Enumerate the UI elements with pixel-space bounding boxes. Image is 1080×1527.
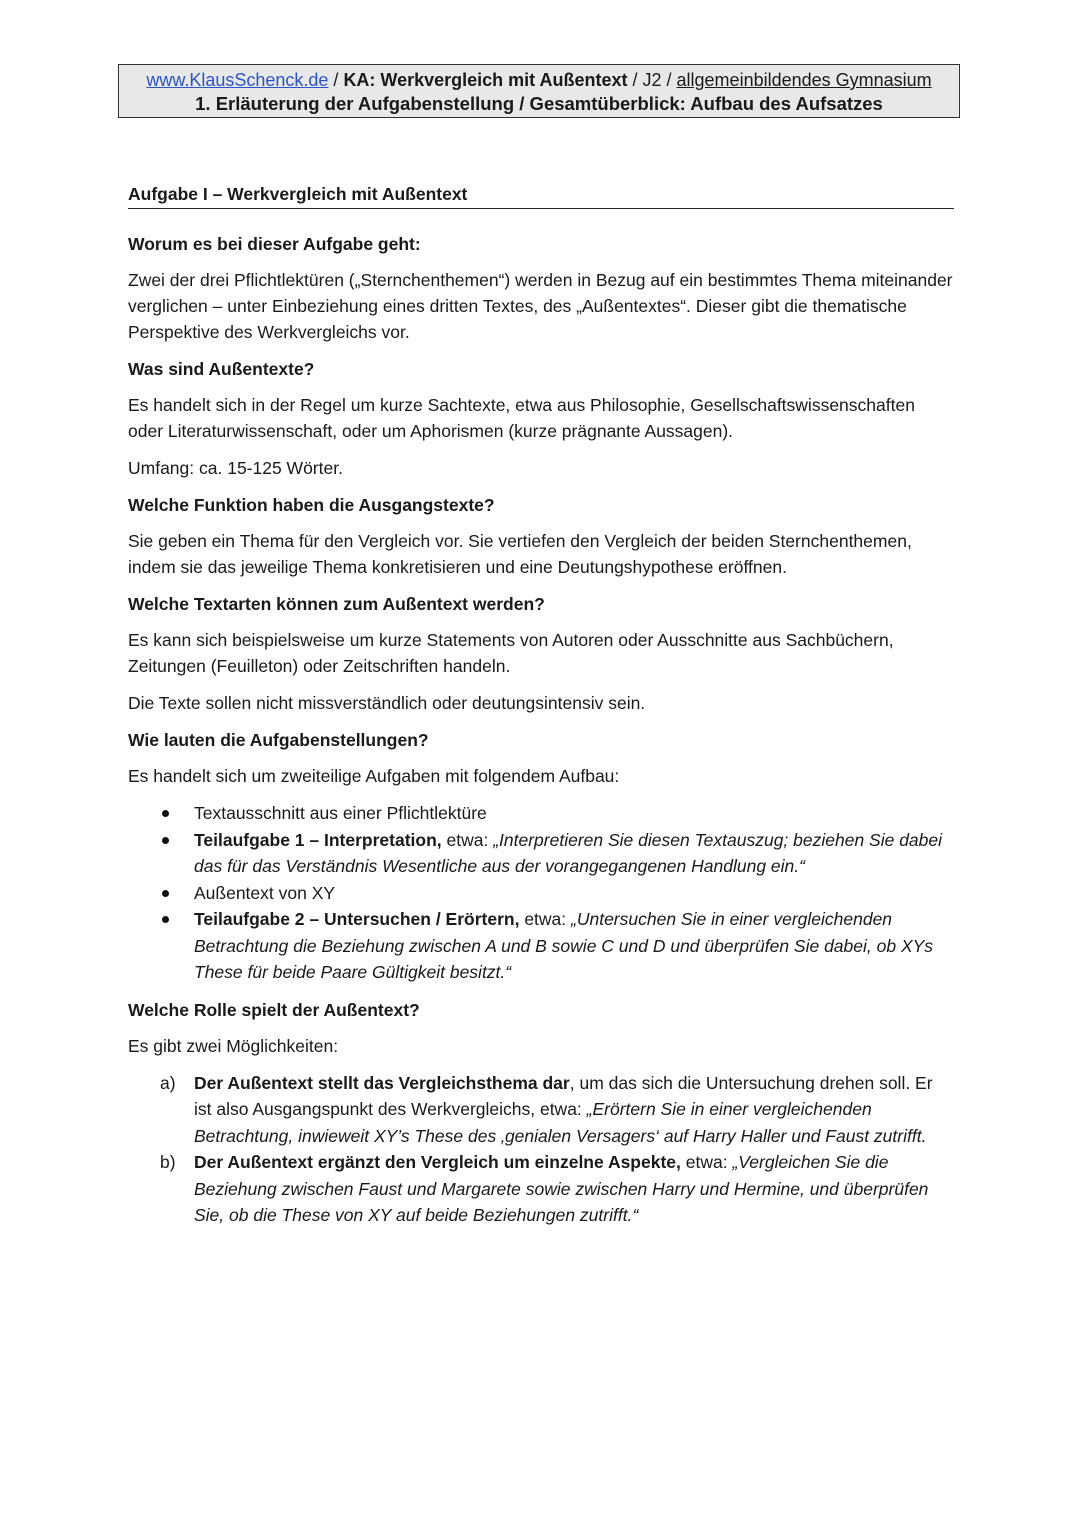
section-paragraph: Zwei der drei Pflichtlektüren („Sternchenthemen“) werden in Bezug auf ein bestimmtes Thema miteinander verglichen – unter Einbeziehung eines dritten Textes, des „Außentextes“. Dieser gibt die thematische Perspektive des Werkvergleichs vor. (128, 270, 953, 342)
exam-type-label: KA: Werkvergleich mit Außentext (343, 70, 628, 90)
header-line (119, 68, 959, 92)
bullet-icon (162, 916, 169, 923)
list-item-example: „Vergleichen Sie die Beziehung zwischen Faust und Margarete sowie zwischen Harry und Hermine, und überprüfen Sie, ob die These von XY auf beide Beziehungen zutrifft.“ (194, 1152, 929, 1225)
list-marker: b) (160, 1152, 176, 1172)
header-separator: / (328, 70, 344, 90)
list-item-bold: Der Außentext stellt das Vergleichsthema dar (194, 1072, 570, 1093)
section-question: Welche Funktion haben die Ausgangstexte? (128, 495, 495, 515)
section-paragraph: Es handelt sich in der Regel um kurze Sachtexte, etwa aus Philosophie, Gesellschaftswissenschaften oder Literaturwissenschaft, oder um Aphorismen (kurze prägnante Aussagen). (128, 395, 915, 441)
website-link[interactable]: www.KlausSchenck.de (146, 70, 329, 90)
list-item-bold: Der Außentext ergänzt den Vergleich um einzelne Aspekte, (194, 1152, 681, 1172)
list-item-example: „Erörtern Sie in einer vergleichenden Betrachtung, inwieweit XY’s These des ‚genialen Versagers‘ auf Harry Haller und Faust zutrifft. (194, 1099, 927, 1146)
document-body (128, 184, 954, 1229)
header-separator-grade: / J2 / (627, 70, 677, 90)
section-paragraph: Umfang: ca. 15-125 Wörter. (128, 458, 343, 478)
section-question: Was sind Außentexte? (128, 359, 315, 379)
list-item-bold: Teilaufgabe 1 – Interpretation, (194, 829, 442, 850)
task-structure-list (128, 800, 954, 986)
list-item-text: Textausschnitt aus einer Pflichtlektüre (194, 803, 487, 823)
document-header (118, 64, 960, 118)
task-title: Aufgabe I – Werkvergleich mit Außentext (128, 184, 954, 209)
section-question: Welche Rolle spielt der Außentext? (128, 999, 420, 1020)
list-item-text: etwa: (441, 829, 494, 850)
list-item (160, 1070, 954, 1150)
list-item-bold: Teilaufgabe 2 – Untersuchen / Erörtern, (194, 909, 520, 929)
list-item (194, 800, 954, 827)
section-paragraph: Es gibt zwei Möglichkeiten: (128, 1035, 339, 1056)
section-paragraph: Die Texte sollen nicht missverständlich oder deutungsintensiv sein. (128, 693, 646, 713)
section-question: Wie lauten die Aufgabenstellungen? (128, 730, 429, 750)
list-item-example: „Untersuchen Sie in einer vergleichenden Betrachtung die Beziehung zwischen A und B sowie C und D und überprüfen Sie dabei, ob XYs These für beide Paare Gültigkeit besitzt.“ (194, 909, 934, 982)
list-item-text: , um das sich die Untersuchung drehen soll. Er ist also Ausgangspunkt des Werkvergleichs, etwa: (194, 1072, 933, 1119)
section-paragraph: Sie geben ein Thema für den Vergleich vor. Sie vertiefen den Vergleich der beiden Sternchenthemen, indem sie das jeweilige Thema konkretisieren und eine Deutungshypothese eröffnen. (128, 531, 912, 577)
list-marker: a) (160, 1072, 176, 1093)
section-question: Worum es bei dieser Aufgabe geht: (128, 234, 421, 254)
bullet-icon (162, 890, 169, 897)
list-item (194, 827, 954, 880)
bullet-icon (162, 810, 169, 817)
section-paragraph: Es handelt sich um zweiteilige Aufgaben mit folgendem Aufbau: (128, 766, 620, 786)
list-item-text: Außentext von XY (194, 882, 336, 903)
section-question: Welche Textarten können zum Außentext werden? (128, 594, 545, 614)
options-list (128, 1070, 954, 1229)
section-paragraph: Es kann sich beispielsweise um kurze Statements von Autoren oder Ausschnitte aus Sachbüchern, Zeitungen (Feuilleton) oder Zeitschriften handeln. (128, 630, 894, 676)
list-item-example: „Interpretieren Sie diesen Textauszug; beziehen Sie dabei das für das Verständnis Wesentliche aus der vorangegangenen Handlung ein.“ (194, 829, 943, 876)
list-item (160, 1149, 954, 1229)
header-subtitle: 1. Erläuterung der Aufgabenstellung / Gesamtüberblick: Aufbau des Aufsatzes (195, 93, 883, 114)
list-item-text: etwa: (680, 1152, 733, 1172)
school-type-label: allgemeinbildendes Gymnasium (676, 70, 932, 90)
list-item-text: etwa: (519, 909, 572, 929)
list-item (194, 906, 954, 986)
list-item (194, 880, 954, 907)
bullet-icon (162, 837, 169, 844)
